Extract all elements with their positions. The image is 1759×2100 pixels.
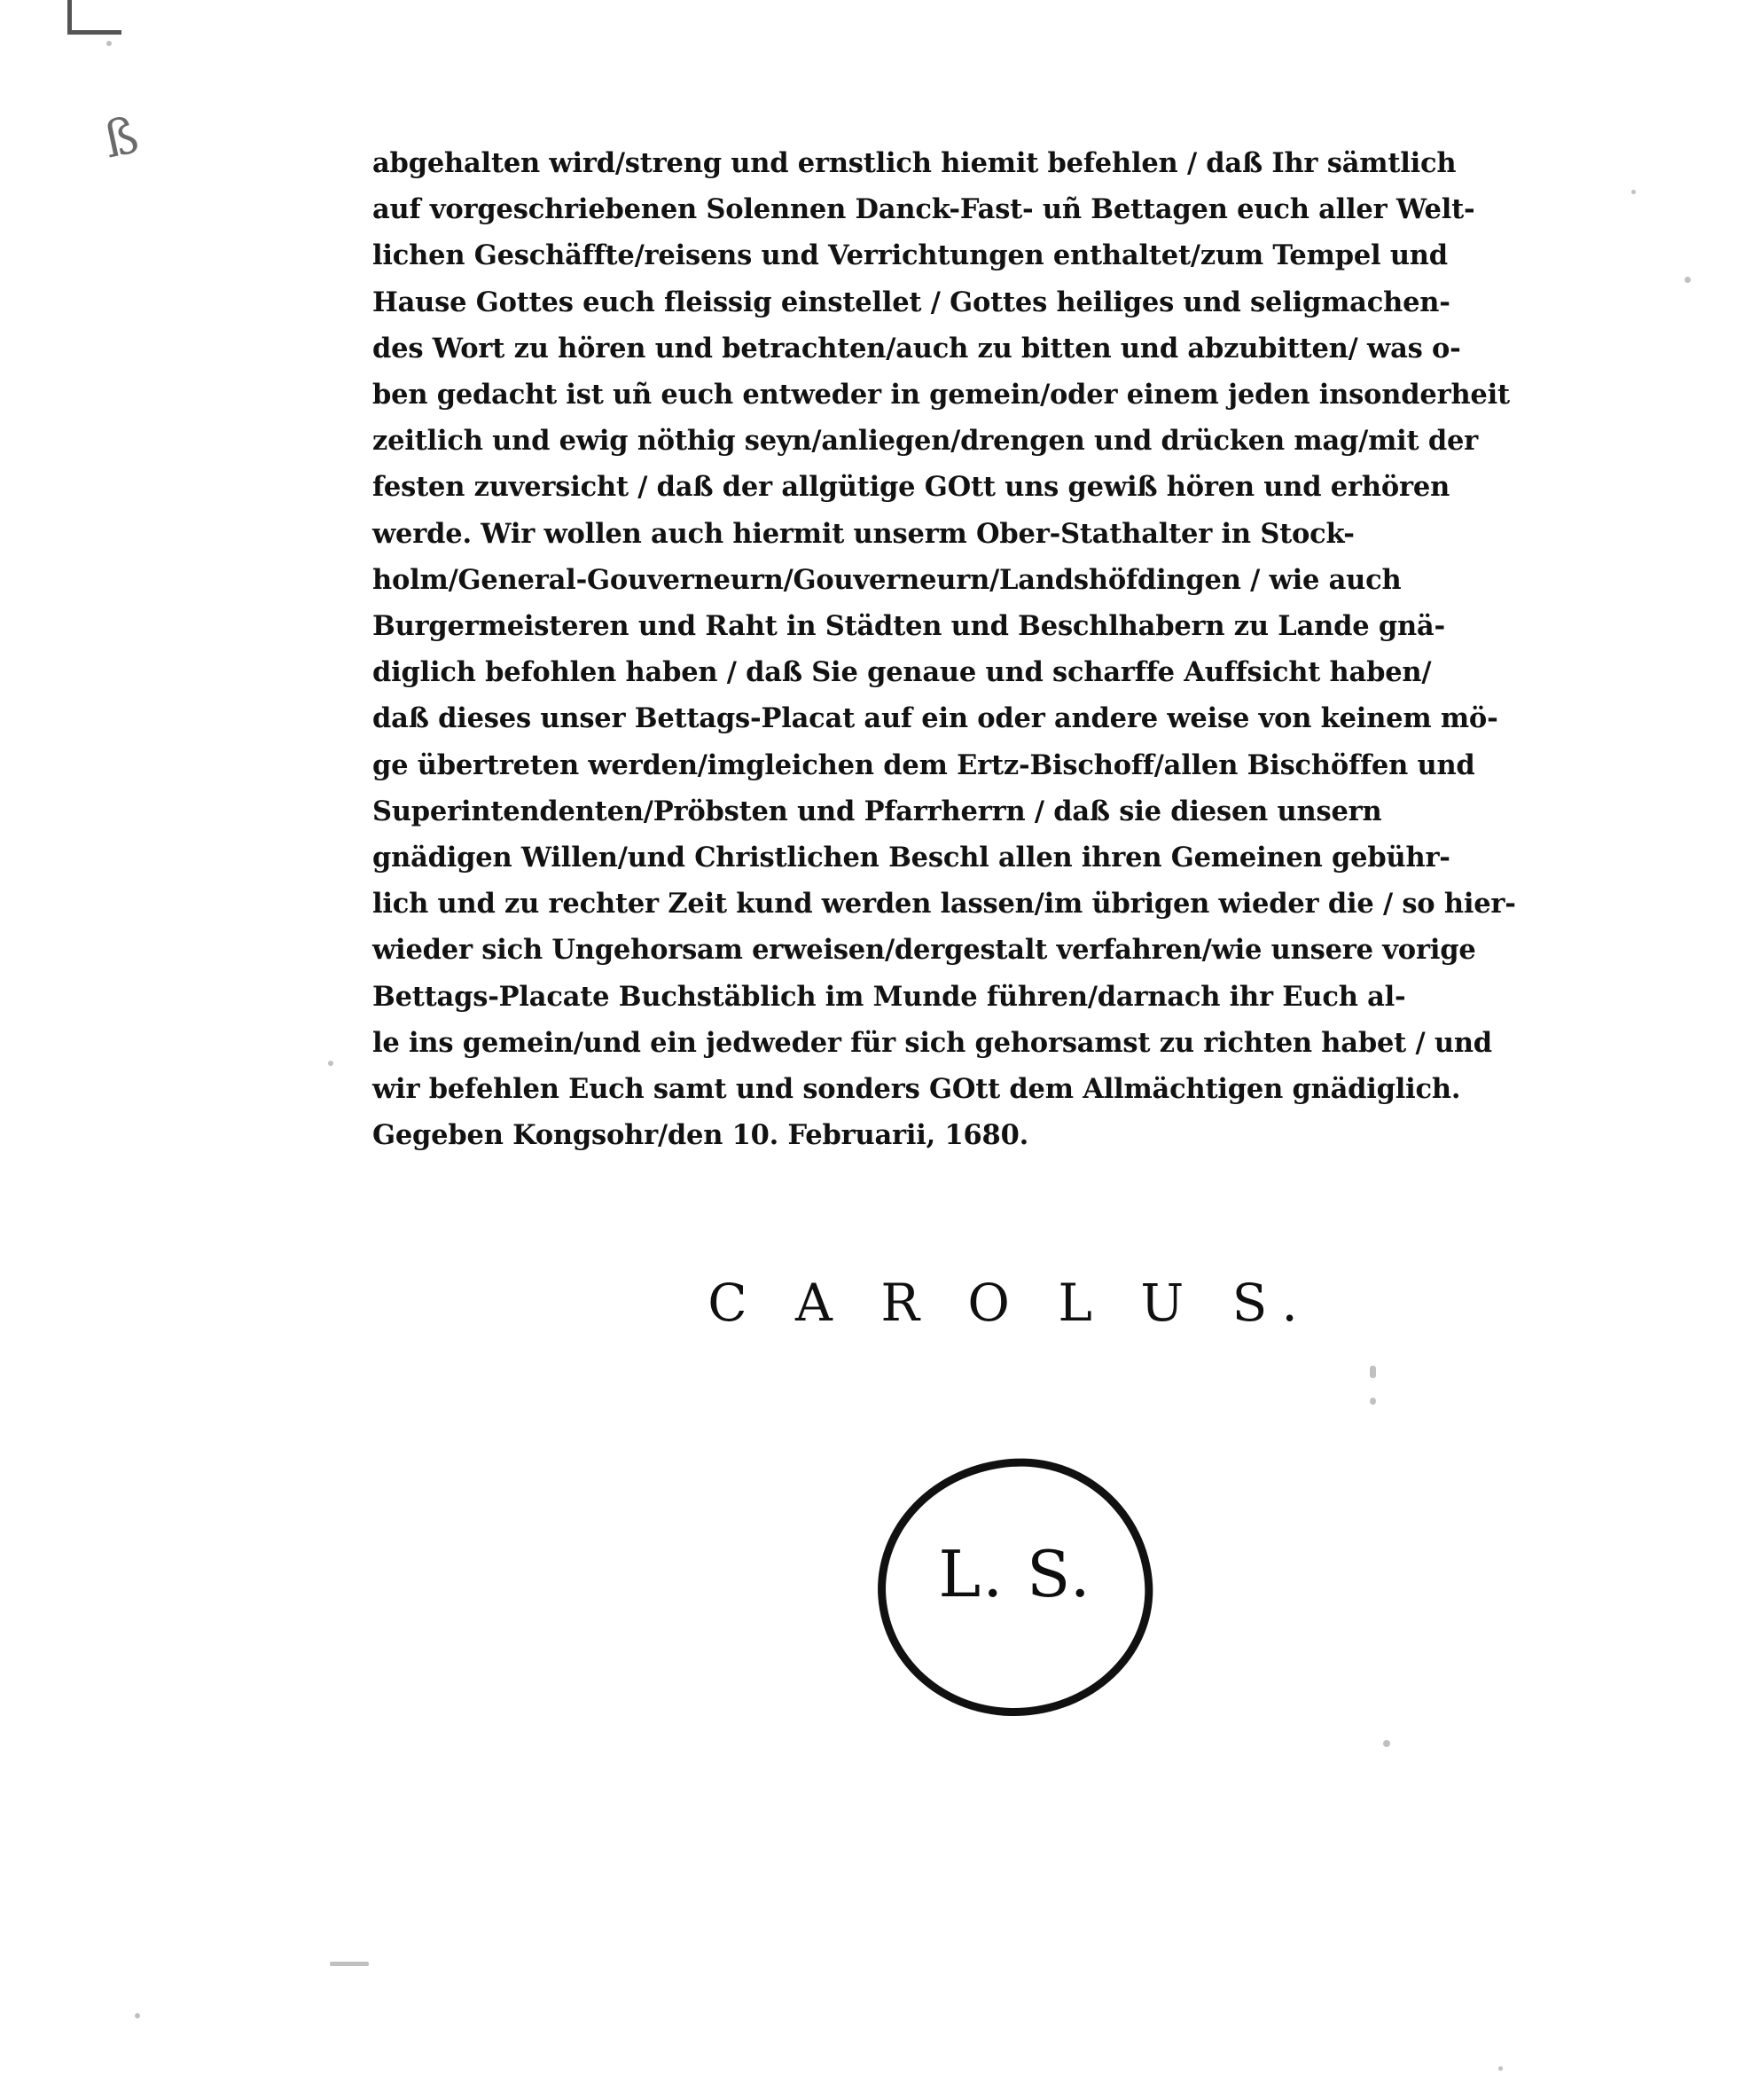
body-line: werde. Wir wollen auch hiermit unserm Ober-Stathalter in Stock- [372,517,1355,550]
scan-speck [1498,2066,1503,2071]
body-line: le ins gemein/und ein jedweder für sich gehorsamst zu richten habet / und [372,1026,1492,1059]
seal-label: L. S. [938,1537,1092,1611]
body-line: Superintendenten/Pröbsten und Pfarrherrn / daß sie diesen unsern [372,795,1382,827]
wax-seal [878,1459,1153,1716]
body-line: lich und zu rechter Zeit kund werden lassen/im übrigen wieder die / so hier- [372,888,1516,921]
body-line: zeitlich und ewig nöthig seyn/anliegen/drengen und drücken mag/mit der [372,425,1479,458]
proclamation-body [372,140,1640,1158]
body-line: gnädigen Willen/und Christlichen Beschl allen ihren Gemeinen gebühr- [372,842,1450,874]
body-line: Bettags-Placate Buchstäblich im Munde führen/darnach ihr Euch al- [372,980,1406,1013]
ink-blot-mark: ß [98,106,144,170]
body-line: diglich befohlen haben / daß Sie genaue und scharffe Auffsicht haben/ [372,656,1432,689]
body-line: Hause Gottes euch fleissig einstellet / Gottes heiliges und seligmachen- [372,286,1450,318]
body-line-dateline: Gegeben Kongsohr/den 10. Februarii, 1680. [372,1119,1029,1152]
scan-speck [1685,277,1691,283]
page-corner-mark [67,0,121,35]
body-line: lichen Geschäffte/reisens und Verrichtungen enthaltet/zum Tempel und [372,239,1448,272]
body-line: Burgermeisteren und Raht in Städten und Beschlhabern zu Lande gnä- [372,610,1445,643]
scan-speck [135,2013,140,2018]
body-line: daß dieses unser Bettags-Placat auf ein oder andere weise von keinem mö- [372,702,1498,735]
body-line: holm/General-Gouverneurn/Gouverneurn/Landshöfdingen / wie auch [372,563,1402,596]
scan-speck [106,41,112,46]
body-line: ge übertreten werden/imgleichen dem Ertz-Bischoff/allen Bischöffen und [372,748,1475,781]
body-line: des Wort zu hören und betrachten/auch zu bitten und abzubitten/ was o- [372,332,1461,364]
body-line: ben gedacht ist uñ euch entweder in gemein/oder einem jeden insonderheit [372,379,1510,411]
scan-speck [328,1061,333,1066]
scan-speck [330,1962,369,1966]
scan-speck [1370,1366,1376,1378]
body-line: abgehalten wird/streng und ernstlich hiemit befehlen / daß Ihr sämtlich [372,147,1457,179]
royal-signature: C A R O L U S. [708,1273,1314,1333]
body-line: wieder sich Ungehorsam erweisen/dergestalt verfahren/wie unsere vorige [372,934,1476,967]
scan-speck [1383,1740,1390,1747]
body-line: auf vorgeschriebenen Solennen Danck-Fast- uñ Bettagen euch aller Welt- [372,193,1475,226]
body-line: festen zuversicht / daß der allgütige GOtt uns gewiß hören und erhören [372,471,1450,504]
scan-speck [1370,1398,1376,1405]
body-line: wir befehlen Euch samt und sonders GOtt dem Allmächtigen gnädiglich. [372,1073,1461,1106]
